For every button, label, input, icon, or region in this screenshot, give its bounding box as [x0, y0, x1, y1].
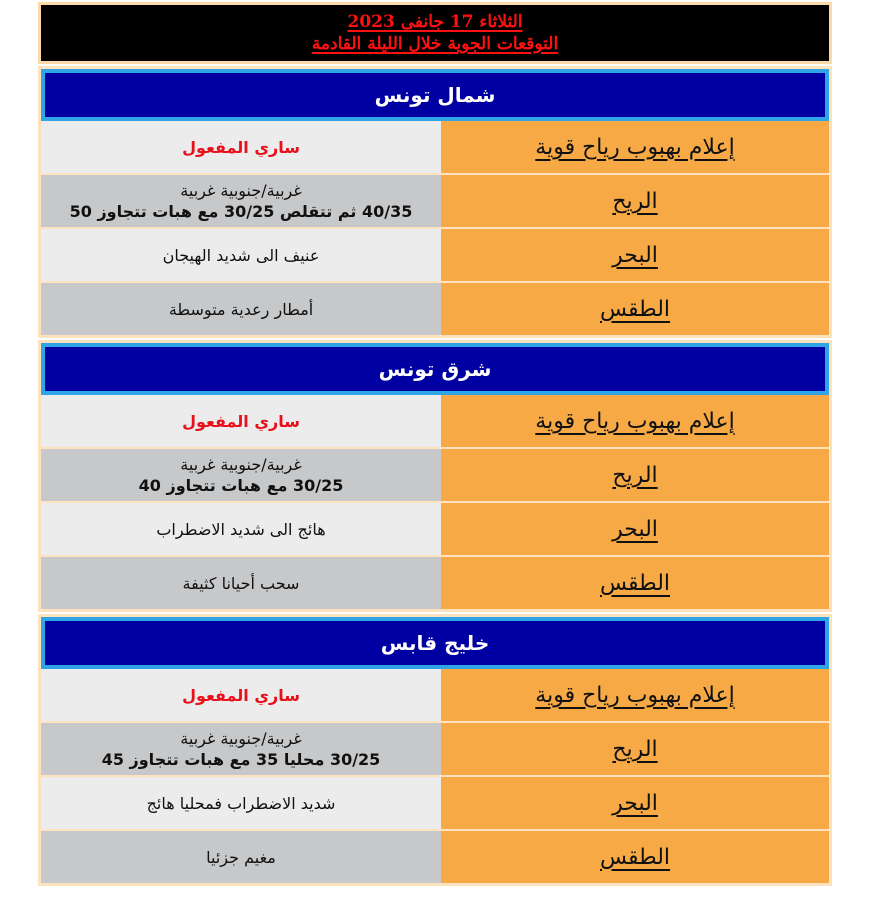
- row-value: [41, 669, 441, 721]
- table-row-warning: [41, 395, 829, 447]
- row-label: الطقس: [441, 831, 829, 883]
- row-label: الريح: [441, 449, 829, 501]
- table-row-warning: [41, 669, 829, 721]
- wind-speed: 30/25 محليا 35 مع هبات تتجاوز 45: [101, 750, 381, 769]
- row-value: [41, 395, 441, 447]
- forecast-title: التوقعات الجوية خلال الليلة القادمة: [311, 34, 559, 54]
- table-row-weather: [41, 283, 829, 335]
- row-value: [41, 229, 441, 281]
- row-label: البحر: [441, 777, 829, 829]
- row-label: البحر: [441, 229, 829, 281]
- table-row-warning: [41, 121, 829, 173]
- table-row-sea: [41, 503, 829, 555]
- weather-state: أمطار رعدية متوسطة: [168, 299, 314, 319]
- forecast-date: الثلاثاء 17 جانفى 2023: [347, 12, 523, 32]
- row-label: الطقس: [441, 557, 829, 609]
- weather-state: مغيم جزئيا: [206, 847, 276, 867]
- wind-speed: 40/35 ثم تتقلص 30/25 مع هبات تتجاوز 50: [69, 202, 413, 221]
- row-label: إعلام بهبوب رياح قوية: [441, 669, 829, 721]
- table-row-sea: [41, 229, 829, 281]
- sea-state: شديد الاضطراب فمحليا هائج: [146, 793, 336, 813]
- forecast-header: [38, 2, 832, 64]
- table-row-wind: [41, 449, 829, 501]
- row-label: الطقس: [441, 283, 829, 335]
- row-label: الريح: [441, 175, 829, 227]
- wind-direction: غربية/جنوبية غربية: [180, 729, 302, 748]
- row-label: البحر: [441, 503, 829, 555]
- row-value: [41, 449, 441, 501]
- wind-direction: غربية/جنوبية غربية: [180, 181, 302, 200]
- status-text: ساري المفعول: [182, 137, 300, 157]
- wind-speed: 30/25 مع هبات تتجاوز 40: [138, 476, 344, 495]
- row-label: إعلام بهبوب رياح قوية: [441, 395, 829, 447]
- row-value: [41, 723, 441, 775]
- table-row-wind: [41, 723, 829, 775]
- row-value: [41, 121, 441, 173]
- table-row-wind: [41, 175, 829, 227]
- status-text: ساري المفعول: [182, 411, 300, 431]
- row-value: [41, 175, 441, 227]
- region-section-gabes: [38, 614, 832, 886]
- row-label: إعلام بهبوب رياح قوية: [441, 121, 829, 173]
- row-label: الريح: [441, 723, 829, 775]
- row-value: [41, 503, 441, 555]
- wind-direction: غربية/جنوبية غربية: [180, 455, 302, 474]
- row-value: [41, 283, 441, 335]
- row-value: [41, 831, 441, 883]
- region-section-north: [38, 66, 832, 338]
- status-text: ساري المفعول: [182, 685, 300, 705]
- region-section-east: [38, 340, 832, 612]
- region-title: خليج قابس: [41, 617, 829, 669]
- row-value: [41, 777, 441, 829]
- table-row-sea: [41, 777, 829, 829]
- table-row-weather: [41, 831, 829, 883]
- table-row-weather: [41, 557, 829, 609]
- sea-state: هائج الى شديد الاضطراب: [156, 519, 326, 539]
- weather-state: سحب أحيانا كثيفة: [182, 573, 300, 593]
- region-title: شرق تونس: [41, 343, 829, 395]
- region-title: شمال تونس: [41, 69, 829, 121]
- sea-state: عنيف الى شديد الهيجان: [162, 245, 320, 265]
- row-value: [41, 557, 441, 609]
